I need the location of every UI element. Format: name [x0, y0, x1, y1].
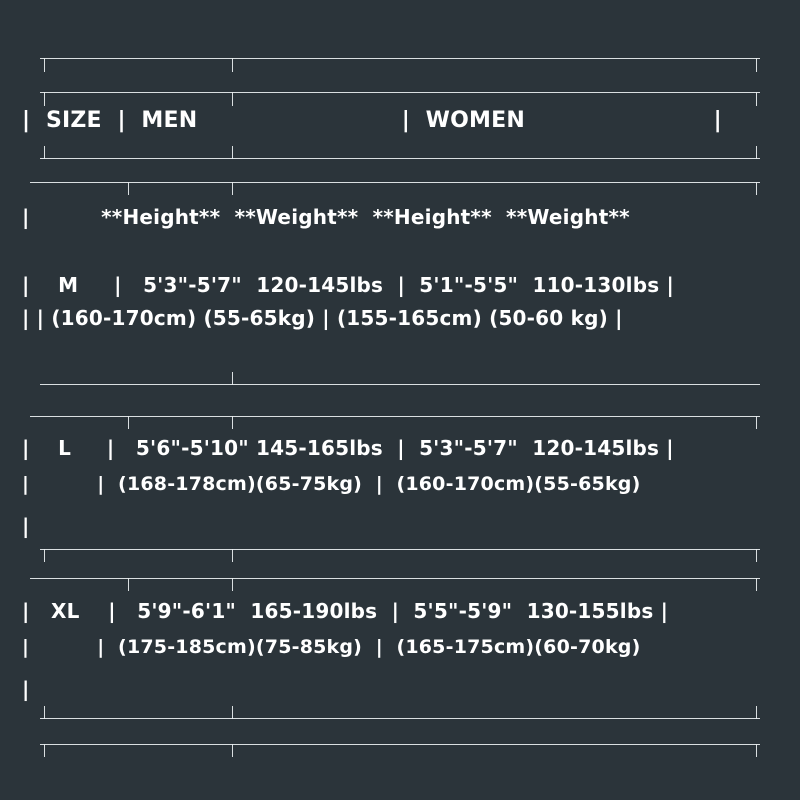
rule-line-header-bottom	[40, 158, 760, 159]
table-subheader-row: | **Height** **Weight** **Height** **Weight**	[22, 205, 630, 229]
rule-line-xl-top	[30, 578, 760, 579]
rule-line-l-bottom	[40, 549, 760, 550]
tick-subheader-1	[128, 182, 129, 195]
tick-xl-bottom-mid	[232, 706, 233, 719]
tick-header-right	[756, 92, 757, 106]
rule-line-l-top	[30, 416, 760, 417]
table-row: | XL | 5'9"-6'1" 165-190lbs | 5'5"-5'9" 130-155lbs |	[22, 599, 669, 623]
rule-line-footer	[40, 744, 760, 745]
table-row: | | (175-185cm)(75-85kg) | (165-175cm)(60-70kg)	[22, 636, 641, 658]
tick-header-bottom-left	[44, 146, 45, 159]
table-row: | | (168-178cm)(65-75kg) | (160-170cm)(55-65kg)	[22, 473, 641, 495]
tick-xl-bottom-left	[44, 706, 45, 719]
table-header-row: | SIZE | MEN | WOMEN |	[22, 108, 722, 133]
table-row: | L | 5'6"-5'10" 145-165lbs | 5'3"-5'7" 120-145lbs |	[22, 436, 674, 460]
table-row: | M | 5'3"-5'7" 120-145lbs | 5'1"-5'5" 110-130lbs |	[22, 273, 674, 297]
tick-l-bottom-right	[756, 549, 757, 562]
rule-line-xl-bottom	[40, 718, 760, 719]
rule-line-subheader	[30, 182, 760, 183]
tick-footer-right	[756, 744, 757, 757]
tick-top-right	[756, 58, 757, 72]
table-row-continuation: |	[22, 677, 30, 701]
tick-header-mid	[232, 92, 233, 106]
tick-xl-bottom-right	[756, 706, 757, 719]
tick-footer-mid	[232, 744, 233, 757]
tick-top-left	[44, 58, 45, 72]
rule-line-header-top	[40, 92, 760, 93]
tick-l-bottom-left	[44, 549, 45, 562]
tick-subheader-2	[232, 182, 233, 195]
tick-header-bottom-right	[756, 146, 757, 159]
table-row: | | (160-170cm) (55-65kg) | (155-165cm) (50-60 kg) |	[22, 306, 623, 330]
tick-header-left	[44, 92, 45, 106]
tick-l-top-1	[128, 416, 129, 429]
tick-footer-left	[44, 744, 45, 757]
table-row-continuation: |	[22, 514, 30, 538]
tick-l-top-3	[756, 416, 757, 429]
tick-l-top-2	[232, 416, 233, 429]
tick-xl-top-1	[128, 578, 129, 591]
tick-header-bottom-mid	[232, 146, 233, 159]
tick-l-bottom-mid	[232, 549, 233, 562]
rule-line-top	[40, 58, 760, 59]
tick-m-bottom-mid	[232, 372, 233, 385]
rule-line-m-bottom	[40, 384, 760, 385]
tick-subheader-3	[756, 182, 757, 195]
tick-xl-top-2	[232, 578, 233, 591]
tick-top-mid	[232, 58, 233, 72]
tick-xl-top-3	[756, 578, 757, 591]
